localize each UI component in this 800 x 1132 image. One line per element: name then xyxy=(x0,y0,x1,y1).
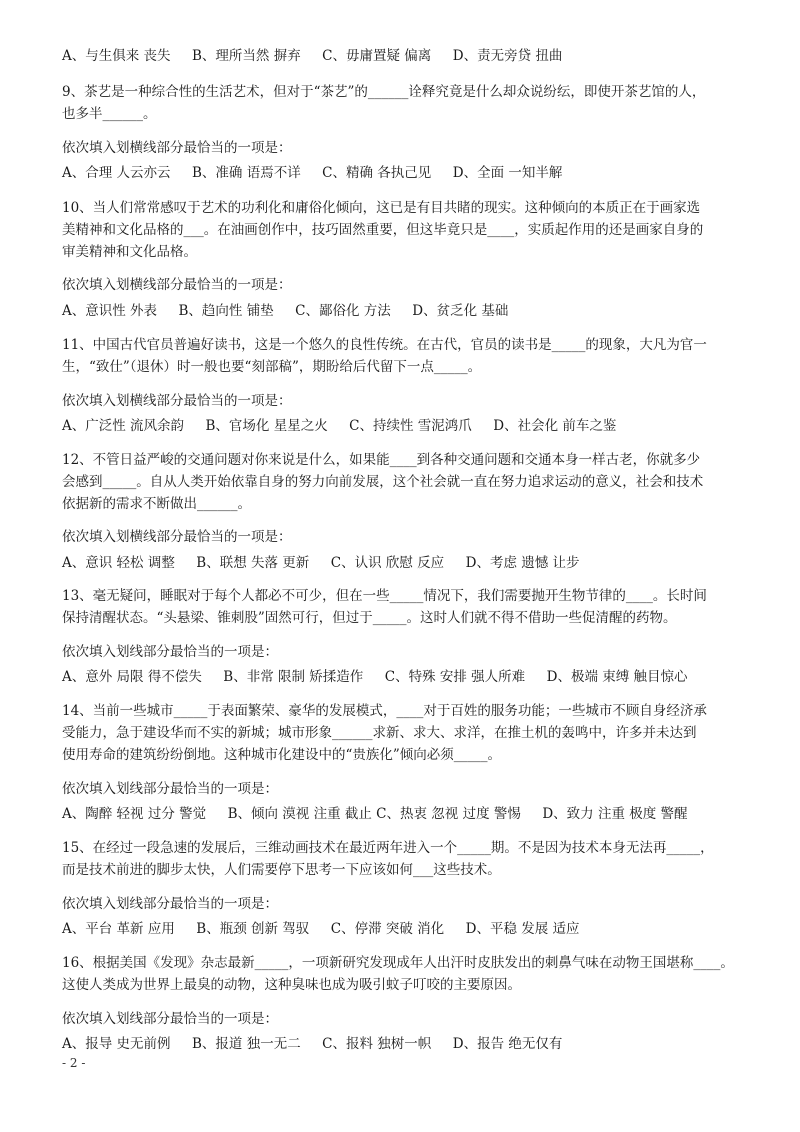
option-line-q8: A、与生俱来 丧失 B、理所当然 摒弃 C、毋庸置疑 偏离 D、责无旁贷 扭曲 xyxy=(62,48,563,64)
instruction-line-q13: 依次填入划线部分最恰当的一项是： xyxy=(62,644,278,660)
question-line-q12-3: 依据新的需求不断做出______。 xyxy=(62,496,251,512)
question-line-q16-2: 这使人类成为世界上最臭的动物，这种臭味也成为吸引蚊子叮咬的主要原因。 xyxy=(62,977,521,993)
option-line-q13: A、意外 局限 得不偿失 B、非常 限制 矫揉造作 C、特殊 安排 强人所难 D、极端 束缚 触目惊心 xyxy=(62,669,688,685)
question-line-q9-2: 也多半______。 xyxy=(62,106,157,122)
instruction-line-q15: 依次填入划线部分最恰当的一项是： xyxy=(62,896,278,912)
instruction-line-q9: 依次填入划横线部分最恰当的一项是： xyxy=(62,140,292,156)
question-line-q10-3: 审美精神和文化品格。 xyxy=(62,244,197,260)
page-number: - 2 - xyxy=(62,1056,86,1070)
question-line-q12-1: 12、不管日益严峻的交通问题对你来说是什么，如果能____到各种交通问题和交通本身一样古老，你就多少 xyxy=(62,452,701,468)
question-line-q11-1: 11、中国古代官员普遍好读书，这是一个悠久的良性传统。在古代，官员的读书是_____的现象，大凡为官一 xyxy=(62,337,707,353)
question-line-q10-2: 美精神和文化品格的___。在油画创作中，技巧固然重要，但这毕竟只是____，实质起作用的还是画家自身的 xyxy=(62,222,704,238)
question-line-q10-1: 10、当人们常常感叹于艺术的功利化和庸俗化倾向，这已是有目共睹的现实。这种倾向的本质正在于画家选 xyxy=(62,200,701,216)
question-line-q11-2: 生，“致仕”（退休）时一般也要“刻部稿”，期盼给后代留下一点_____。 xyxy=(62,359,482,375)
option-line-q15: A、平台 革新 应用 B、瓶颈 创新 驾驭 C、停滞 突破 消化 D、平稳 发展 适应 xyxy=(62,921,580,937)
option-line-q12: A、意识 轻松 调整 B、联想 失落 更新 C、认识 欣慰 反应 D、考虑 遗憾 让步 xyxy=(62,555,580,571)
instruction-line-q10: 依次填入划横线部分最恰当的一项是： xyxy=(62,277,292,293)
question-line-q14-3: 使用寿命的建筑纷纷倒地。这种城市化建设中的“贵族化”倾向必须_____。 xyxy=(62,747,502,763)
question-line-q13-1: 13、毫无疑问，睡眠对于每个人都必不可少，但在一些_____情况下，我们需要抛开生物节律的____。长时间 xyxy=(62,588,707,604)
option-line-q9: A、合理 人云亦云 B、准确 语焉不详 C、精确 各执己见 D、全面 一知半解 xyxy=(62,165,563,181)
instruction-line-q11: 依次填入划横线部分最恰当的一项是： xyxy=(62,393,292,409)
option-line-q16: A、报导 史无前例 B、报道 独一无二 C、报料 独树一帜 D、报告 绝无仅有 xyxy=(62,1036,563,1052)
instruction-line-q16: 依次填入划线部分最恰当的一项是： xyxy=(62,1011,278,1027)
question-line-q13-2: 保持清醒状态。“头悬梁、锥刺股”固然可行，但过于_____。这时人们就不得不借助一些促清醒的药物。 xyxy=(62,610,677,626)
instruction-line-q12: 依次填入划横线部分最恰当的一项是： xyxy=(62,529,292,545)
question-line-q12-2: 会感到_____。自从人类开始依靠自身的努力向前发展，这个社会就一直在努力追求运动的意义，社会和技术 xyxy=(62,474,704,490)
question-line-q16-1: 16、根据美国《发现》杂志最新_____，一项新研究发现成年人出汗时皮肤发出的刺鼻气味在动物王国堪称____。 xyxy=(62,955,734,971)
question-line-q15-1: 15、在经过一段急速的发展后，三维动画技术在最近两年进入一个_____期。不是因为技术本身无法再_____， xyxy=(62,840,714,856)
question-line-q9-1: 9、茶艺是一种综合性的生活艺术，但对于“茶艺”的______诠释究竟是什么却众说纷纭，即使开茶艺馆的人， xyxy=(62,84,706,100)
instruction-line-q14: 依次填入划线部分最恰当的一项是： xyxy=(62,781,278,797)
question-line-q14-2: 受能力，急于建设华而不实的新城；城市形象______求新、求大、求洋，在推土机的轰鸣中，许多并未达到 xyxy=(62,725,697,741)
question-line-q14-1: 14、当前一些城市_____于表面繁荣、豪华的发展模式，____对于百姓的服务功能；一些城市不顾自身经济承 xyxy=(62,703,707,719)
option-line-q11: A、广泛性 流风余韵 B、官场化 星星之火 C、持续性 雪泥鸿爪 D、社会化 前车之鉴 xyxy=(62,418,617,434)
option-line-q10: A、意识性 外表 B、趋向性 铺垫 C、鄙俗化 方法 D、贫乏化 基础 xyxy=(62,303,509,319)
option-line-q14: A、陶醉 轻视 过分 警觉 B、倾向 漠视 注重 截止 C、热衷 忽视 过度 警惕 D、致力 注重 极度 警醒 xyxy=(62,806,688,822)
question-line-q15-2: 而是技术前进的脚步太快，人们需要停下思考一下应该如何___这些技术。 xyxy=(62,862,501,878)
